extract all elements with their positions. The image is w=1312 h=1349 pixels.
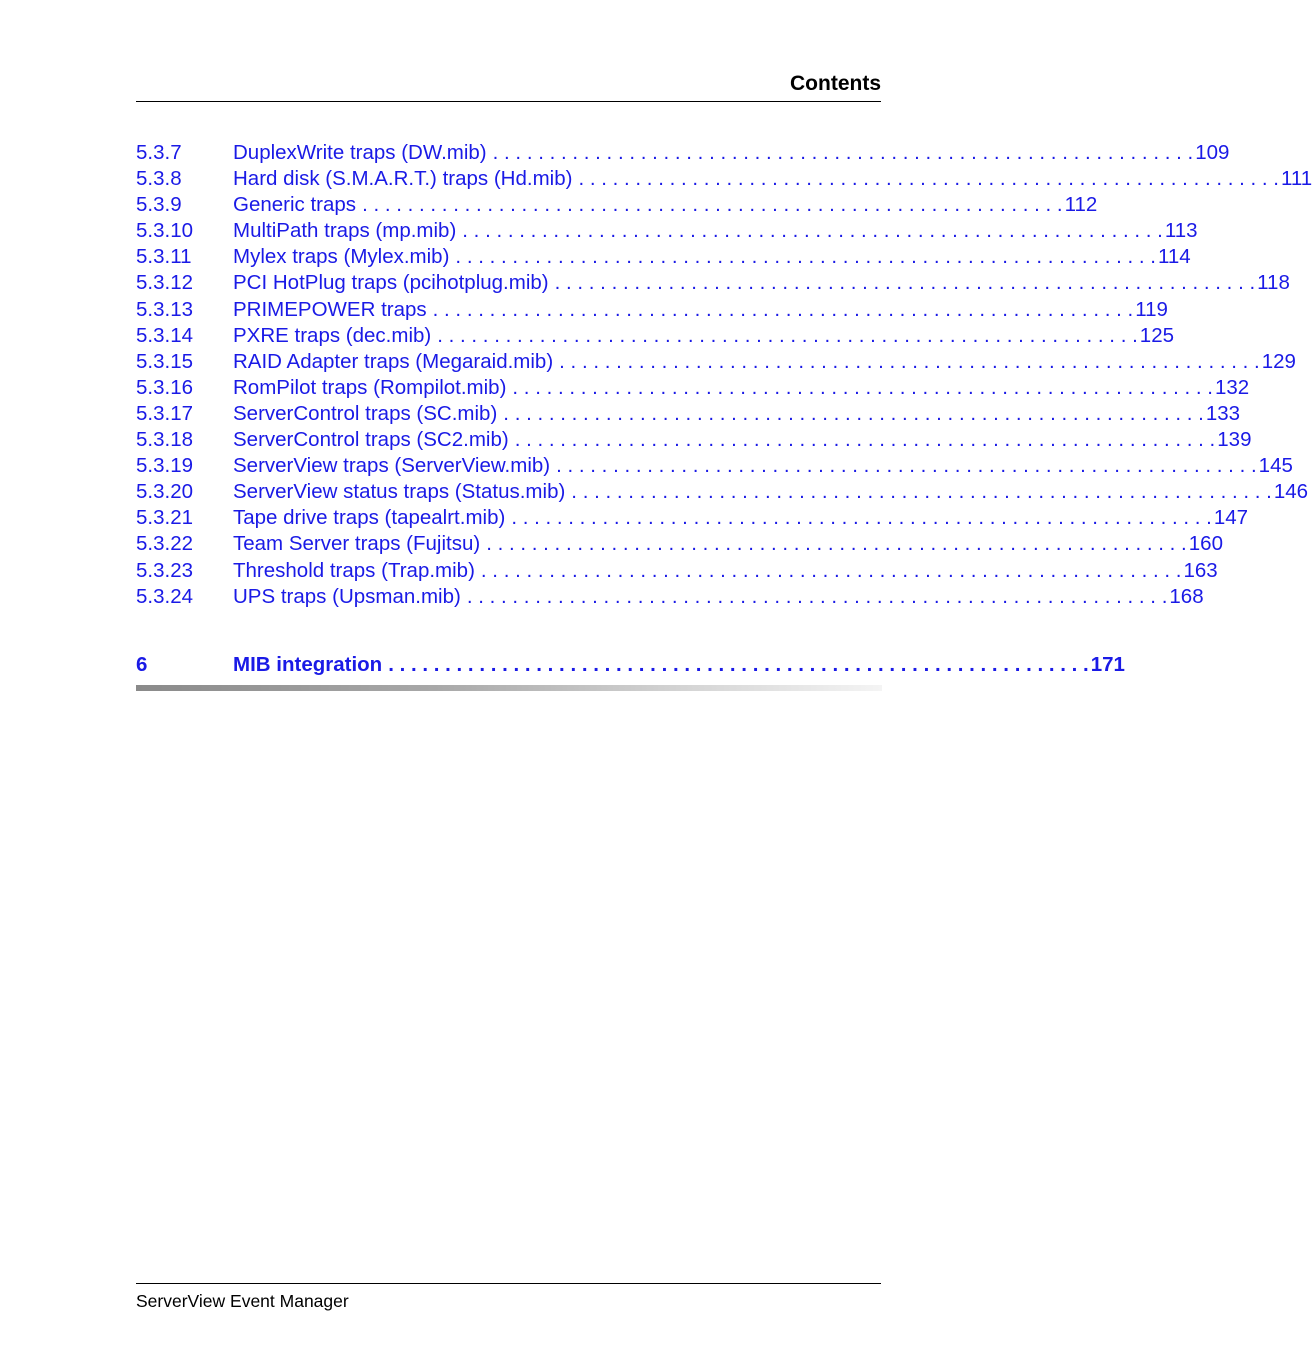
toc-entry-number: 5.3.14: [136, 323, 193, 347]
toc-entry-title: Threshold traps (Trap.mib): [233, 558, 475, 582]
toc-entry-title: MultiPath traps (mp.mib): [233, 219, 457, 243]
toc-dot-leader: . . . . . . . . . . . . . . . . . . . . . . . . . . . . . . . . . . . . . . . . . . . . . . . . . . . . . . . . . . . . . .: [437, 323, 1138, 347]
toc-entry-number: 5.3.7: [136, 141, 182, 164]
toc-entry-5-3-19[interactable]: [136, 453, 1293, 479]
toc-entry-title: Generic traps: [233, 193, 357, 217]
toc-entry-page: 139: [1217, 428, 1252, 452]
toc-entry-title: ServerView status traps (Status.mib): [233, 480, 566, 504]
toc-entry-number: 5.3.17: [136, 401, 193, 425]
toc-dot-leader: . . . . . . . . . . . . . . . . . . . . . . . . . . . . . . . . . . . . . . . . . . . . . . . . . . . . . . . . . . . . . .: [462, 219, 1163, 243]
toc-entry-title: UPS traps (Upsman.mib): [233, 584, 461, 608]
chapter-gradient-divider: [136, 685, 882, 691]
toc-entry-title: PRIMEPOWER traps: [233, 297, 427, 321]
toc-dot-leader: . . . . . . . . . . . . . . . . . . . . . . . . . . . . . . . . . . . . . . . . . . . . . . . . . . . . . . . . . . . . . .: [486, 532, 1187, 556]
toc-entry-page: 147: [1213, 506, 1249, 530]
toc-entry-5-3-21[interactable]: [136, 505, 1249, 531]
toc-entry-title: Tape drive traps (tapealrt.mib): [233, 506, 506, 530]
toc-entry-number: 5.3.16: [136, 375, 193, 399]
toc-entry-5-3-20[interactable]: [136, 479, 1309, 505]
toc-dot-leader: . . . . . . . . . . . . . . . . . . . . . . . . . . . . . . . . . . . . . . . . . . . . . . . . . . . . . . . . . . . . . .: [514, 428, 1216, 452]
toc-dot-leader: . . . . . . . . . . . . . . . . . . . . . . . . . . . . . . . . . . . . . . . . . . . . . . . . . . . . . . . . . . . . . .: [571, 480, 1272, 504]
toc-entry-title: DuplexWrite traps (DW.mib): [233, 141, 487, 164]
toc-list: [136, 140, 1312, 610]
toc-entry-page: 119: [1135, 297, 1168, 321]
toc-entry-number: 5.3.20: [136, 480, 193, 504]
toc-dot-leader: . . . . . . . . . . . . . . . . . . . . . . . . . . . . . . . . . . . . . . . . . . . . . . . . . . . . . . . . . . . . . .: [559, 349, 1260, 373]
toc-entry-page: 125: [1139, 323, 1175, 347]
toc-dot-leader: . . . . . . . . . . . . . . . . . . . . . . . . . . . . . . . . . . . . . . . . . . . . . . . . . . . . . . . . . . . . . .: [455, 245, 1156, 269]
toc-entry-title: RAID Adapter traps (Megaraid.mib): [233, 349, 554, 373]
toc-dot-leader: . . . . . . . . . . . . . . . . . . . . . . . . . . . . . . . . . . . . . . . . . . . . . . . . . . . . . . . . . . . . . .: [480, 558, 1182, 582]
toc-entry-page: 163: [1183, 558, 1218, 582]
toc-dot-leader: . . . . . . . . . . . . . . . . . . . . . . . . . . . . . . . . . . . . . . . . . . . . . . . . . . . . . . . . . . . . . .: [432, 297, 1134, 321]
toc-entry-title: RomPilot traps (Rompilot.mib): [233, 375, 507, 399]
footer-document-title: ServerView Event Manager: [136, 1291, 349, 1311]
toc-dot-leader: . . . . . . . . . . . . . . . . . . . . . . . . . . . . . . . . . . . . . . . . . . . . . . . . . . . . . . . . . . . . . .: [466, 584, 1168, 608]
toc-entry-title: Mylex traps (Mylex.mib): [233, 245, 450, 269]
toc-entry-5-3-7[interactable]: [136, 140, 1230, 166]
toc-entry-page: 132: [1214, 375, 1250, 399]
toc-chapter-page: 171: [1090, 653, 1125, 676]
toc-entry-title: ServerView traps (ServerView.mib): [233, 454, 551, 478]
toc-entry-page: 113: [1164, 219, 1198, 243]
toc-entry-5-3-9[interactable]: [136, 192, 1098, 218]
toc-entry-number: 5.3.12: [136, 271, 193, 295]
toc-entry-page: 168: [1169, 584, 1204, 608]
toc-chapter-title: MIB integration: [233, 653, 383, 676]
toc-dot-leader: . . . . . . . . . . . . . . . . . . . . . . . . . . . . . . . . . . . . . . . . . . . . . . . . . . . . . . . . . . . . . .: [578, 167, 1280, 191]
toc-entry-page: 133: [1205, 401, 1241, 425]
toc-entry-5-3-16[interactable]: [136, 375, 1250, 401]
toc-entry-5-3-13[interactable]: [136, 297, 1168, 323]
toc-dot-leader: . . . . . . . . . . . . . . . . . . . . . . . . . . . . . . . . . . . . . . . . . . . . . . . . . . . . . . . . . . . . . .: [512, 375, 1213, 399]
toc-entry-page: 111: [1281, 167, 1312, 191]
toc-entry-number: 5.3.13: [136, 297, 193, 321]
toc-entry-5-3-12[interactable]: [136, 270, 1290, 296]
toc-dot-leader: . . . . . . . . . . . . . . . . . . . . . . . . . . . . . . . . . . . . . . . . . . . . . . . . . . . . . . . . . . . . . .: [362, 193, 1063, 217]
toc-entry-number: 5.3.15: [136, 349, 193, 373]
toc-entry-number: 5.3.18: [136, 428, 193, 452]
toc-entry-page: 129: [1261, 349, 1296, 373]
header-divider: [136, 101, 881, 102]
toc-entry-title: PXRE traps (dec.mib): [233, 323, 432, 347]
toc-entry-5-3-11[interactable]: [136, 244, 1191, 270]
toc-entry-number: 5.3.9: [136, 193, 182, 217]
toc-dot-leader: . . . . . . . . . . . . . . . . . . . . . . . . . . . . . . . . . . . . . . . . . . . . . . . . . . . . . . . . . . . . . .: [554, 271, 1256, 295]
toc-dot-leader: . . . . . . . . . . . . . . . . . . . . . . . . . . . . . . . . . . . . . . . . . . . . . . . . . . . . . . . . . . . . . .: [511, 506, 1212, 530]
toc-entry-page: 118: [1257, 271, 1290, 295]
toc-entry-number: 5.3.10: [136, 219, 193, 243]
toc-entry-title: Hard disk (S.M.A.R.T.) traps (Hd.mib): [233, 167, 573, 191]
toc-dot-leader: . . . . . . . . . . . . . . . . . . . . . . . . . . . . . . . . . . . . . . . . . . . . . . . . . . . . . . . . . . . . . .: [492, 141, 1194, 164]
toc-entry-number: 5.3.8: [136, 167, 182, 191]
toc-entry-number: 5.3.21: [136, 506, 193, 530]
toc-entry-5-3-18[interactable]: [136, 427, 1252, 453]
toc-entry-title: Team Server traps (Fujitsu): [233, 532, 481, 556]
footer-divider: [136, 1283, 881, 1284]
toc-entry-number: 5.3.19: [136, 454, 193, 478]
toc-entry-title: PCI HotPlug traps (pcihotplug.mib): [233, 271, 549, 295]
toc-dot-leader: . . . . . . . . . . . . . . . . . . . . . . . . . . . . . . . . . . . . . . . . . . . . . . . . . . . . . . . . . . . . . .: [503, 401, 1204, 425]
page-header-title: Contents: [790, 72, 881, 95]
toc-entry-title: ServerControl traps (SC2.mib): [233, 428, 509, 452]
toc-entry-5-3-15[interactable]: [136, 349, 1296, 375]
toc-entry-5-3-8[interactable]: [136, 166, 1312, 192]
toc-dot-leader: . . . . . . . . . . . . . . . . . . . . . . . . . . . . . . . . . . . . . . . . . . . . . . . . . . . . . . . . . . . . . .: [388, 653, 1089, 676]
toc-entry-page: 112: [1064, 193, 1098, 217]
toc-entry-number: 5.3.22: [136, 532, 193, 556]
toc-entry-page: 160: [1188, 532, 1223, 556]
toc-entry-page: 145: [1258, 454, 1293, 478]
toc-dot-leader: . . . . . . . . . . . . . . . . . . . . . . . . . . . . . . . . . . . . . . . . . . . . . . . . . . . . . . . . . . . . . .: [556, 454, 1257, 478]
toc-entry-number: 5.3.23: [136, 558, 193, 582]
toc-entry-5-3-22[interactable]: [136, 531, 1223, 557]
toc-chapter-number: 6: [136, 653, 148, 676]
toc-entry-5-3-24[interactable]: [136, 584, 1204, 610]
toc-entry-page: 114: [1157, 245, 1191, 269]
toc-chapter-6[interactable]: [136, 652, 1125, 678]
toc-entry-5-3-10[interactable]: [136, 218, 1198, 244]
toc-entry-5-3-14[interactable]: [136, 323, 1175, 349]
toc-entry-number: 5.3.24: [136, 584, 193, 608]
toc-entry-title: ServerControl traps (SC.mib): [233, 401, 498, 425]
toc-entry-number: 5.3.11: [136, 245, 192, 269]
toc-entry-page: 146: [1273, 480, 1309, 504]
toc-entry-page: 109: [1195, 141, 1230, 164]
toc-entry-5-3-17[interactable]: [136, 401, 1241, 427]
toc-entry-5-3-23[interactable]: [136, 558, 1218, 584]
